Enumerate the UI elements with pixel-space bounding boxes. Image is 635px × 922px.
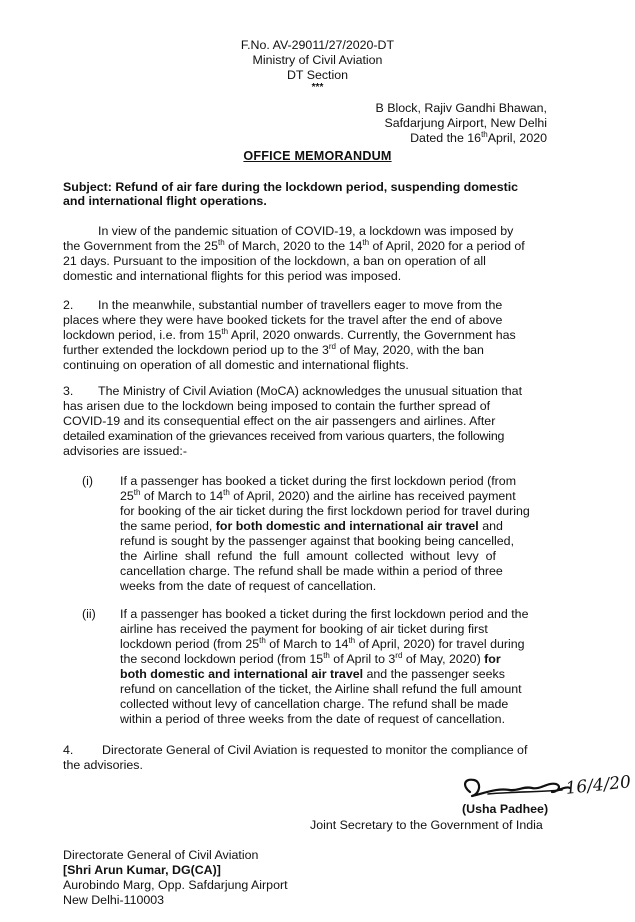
addressee-line: [Shri Arun Kumar, DG(CA)] (63, 863, 221, 877)
header-stars: *** (311, 82, 324, 93)
para2-line: continuing on operation of all domestic and international flights. (63, 358, 409, 372)
para2-line: further extended the lockdown period up to the 3rd of May, 2020, with the ban (63, 341, 484, 357)
para3-number: 3. (63, 384, 74, 398)
para3-line: COVID-19 and its consequential effect on the air passengers and airlines. After (63, 414, 496, 428)
para1-line: 21 days. Pursuant to the imposition of the lockdown, a ban on operation of all (63, 254, 486, 268)
para2-line: lockdown period, i.e. from 15th April, 2020 onwards. Currently, the Government has (63, 326, 516, 342)
para3-line: advisories are issued:- (63, 444, 187, 458)
address-line-2: Safdarjung Airport, New Delhi (384, 116, 547, 130)
item2-line: If a passenger has booked a ticket during the first lockdown period and the (120, 607, 529, 621)
item2-line: refund on cancellation of the ticket, the Airline shall refund the full amount (120, 682, 522, 696)
item1-line: the same period, for both domestic and international air travel and (120, 519, 503, 533)
addressee-line: Aurobindo Marg, Opp. Safdarjung Airport (63, 878, 288, 892)
item1-line: weeks from the date of request of cancellation. (120, 579, 377, 593)
dated-line: Dated the 16thApril, 2020 (410, 129, 547, 145)
para3-line: detailed examination of the grievances received from various quarters, the following (63, 429, 505, 443)
item2-line: airline has received the payment for booking of air ticket during first (120, 622, 488, 636)
item1-line: refund is sought by the passenger against that booking being cancelled, (120, 534, 515, 548)
subject-line-1: Subject: Refund of air fare during the lockdown period, suspending domestic (63, 180, 519, 194)
para1-line: In view of the pandemic situation of COVID-19, a lockdown was imposed by (98, 224, 514, 238)
memo-title: OFFICE MEMORANDUM (243, 149, 392, 163)
signatory-designation: Joint Secretary to the Government of India (310, 818, 543, 832)
item2-number: (ii) (82, 607, 96, 621)
para2-line: In the meanwhile, substantial number of travellers eager to move from the (98, 298, 503, 312)
item1-line: for booking of the air ticket during the first lockdown period for travel during (120, 504, 530, 518)
item1-line: the Airline shall refund the full amount collected without levy of (120, 549, 496, 563)
addressee-line: Directorate General of Civil Aviation (63, 848, 259, 862)
item2-line: both domestic and international air travel and the passenger seeks (120, 667, 505, 681)
handwritten-date: 16/4/20 (564, 772, 632, 799)
para3-line: has arisen due to the lockdown being imposed to contain the further spread of (63, 399, 491, 413)
item1-line: 25th of March to 14th of April, 2020) and the airline has received payment (120, 487, 516, 503)
para4-line: Directorate General of Civil Aviation is requested to monitor the compliance of (102, 743, 528, 757)
para2-number: 2. (63, 298, 74, 312)
file-number: F.No. AV-29011/27/2020-DT (240, 38, 395, 52)
item1-line: cancellation charge. The refund shall be made within a period of three (120, 564, 503, 578)
para4-number: 4. (63, 743, 74, 757)
section-name: DT Section (286, 68, 349, 82)
subject-line-2: and international flight operations. (63, 194, 267, 208)
item1-line: If a passenger has booked a ticket during the first lockdown period (from (120, 474, 517, 488)
para4-line: the advisories. (63, 758, 143, 772)
signatory-name: (Usha Padhee) (462, 802, 549, 816)
address-line-1: B Block, Rajiv Gandhi Bhawan, (375, 101, 547, 115)
para1-line: domestic and international flights for this period was imposed. (63, 269, 402, 283)
para1-line: the Government from the 25th of March, 2020 to the 14th of April, 2020 for a period of (63, 237, 525, 253)
item2-line: the second lockdown period (from 15th of April to 3rd of May, 2020) for (120, 650, 501, 666)
para3-line: The Ministry of Civil Aviation (MoCA) acknowledges the unusual situation that (98, 384, 523, 398)
ministry-name: Ministry of Civil Aviation (252, 53, 383, 67)
item1-number: (i) (82, 474, 94, 488)
item2-line: within a period of three weeks from the date of request of cancellation. (120, 712, 506, 726)
para2-line: places where they were have booked tickets for the travel after the end of above (63, 313, 503, 327)
item2-line: lockdown period (from 25th of March to 14th of April, 2020) for travel during (120, 635, 525, 651)
addressee-line: New Delhi-110003 (63, 893, 165, 907)
item2-line: collected without levy of cancellation charge. The refund shall be made (120, 697, 509, 711)
